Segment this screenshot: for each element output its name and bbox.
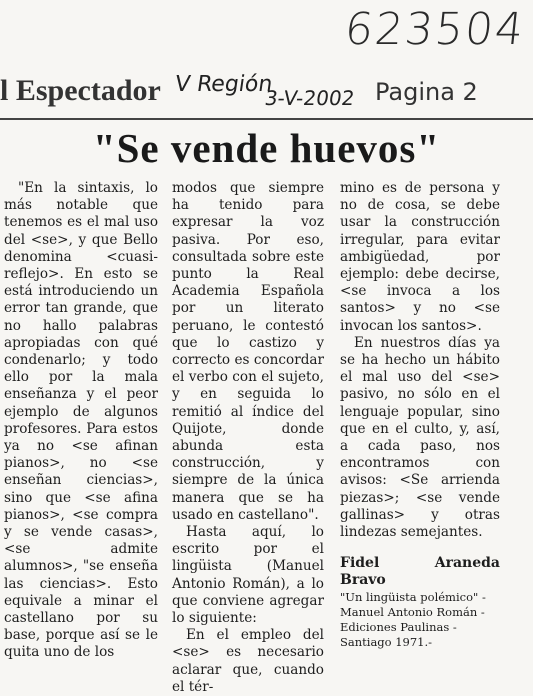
paragraph: En el empleo del <se> es necesario aclarar que, cuando el tér- (172, 627, 324, 695)
article-column-2 (172, 180, 324, 696)
paragraph: "En la sintaxis, lo más notable que tenemos es el mal uso del <se>, y que Bello denomina <cuasi-reflejo>. En esto se está introduciendo un error tan grande, que no hallo palabras apropiadas con qué condenarlo; y todo ello por la mala enseñanza y el peor ejemplo de algunos profesores. Para estos ya no <se afinan pianos>, no <se enseñan ciencias>, sino que <se afina pianos>, <se compra y se vende casas>, <se admite alumnos>, "se enseña las ciencias>. Esto equivale a minar el castellano por su base, porque así se le quita uno de los (4, 180, 158, 661)
paragraph: Hasta aquí, lo escrito por el lingüista (Manuel Antonio Román), a lo que conviene agregar lo siguiente: (172, 524, 324, 627)
article-body (0, 180, 533, 695)
handwritten-archive-number: 623504 (342, 4, 528, 55)
handwritten-source: V Región (173, 72, 275, 97)
newspaper-masthead: l Espectador (0, 74, 161, 107)
article-headline: "Se vende huevos" (92, 125, 441, 171)
page-number: Pagina 2 (375, 78, 478, 106)
handwritten-date: 3-V-2002 (263, 86, 357, 110)
article-column-1 (4, 180, 158, 662)
article-column-3 (340, 180, 500, 650)
paragraph: modos que siempre ha tenido para expresar la voz pasiva. Por eso, consultada sobre este punto la Real Academia Española por un literato peruano, le contestó que lo castizo y correcto es concordar el verbo con el sujeto, y en seguida lo remitió al índice del Quijote, donde abunda esta construcción, y siempre de la única manera que se ha usado en castellano". (172, 180, 324, 523)
paragraph: En nuestros días ya se ha hecho un hábito el mal uso del <se> pasivo, no sólo en el lenguaje popular, sino que en el culto, y, así, a cada paso, nos encontramos con avisos: <Se arrienda piezas>; <se vende gallinas> y otras lindezas semejantes. (340, 334, 500, 541)
paragraph: mino es de persona y no de cosa, se debe usar la construcción irregular, para evitar ambigüedad, por ejemplo: debe decirse, <se invoca a los santos> y no <se invocan los santos>. (340, 180, 500, 334)
reference-citation: "Un lingüista polémico" - Manuel Antonio Román - Ediciones Paulinas - Santiago 1971.- (340, 589, 486, 649)
header-rule (0, 118, 533, 120)
author-name: Fidel Araneda Bravo (340, 555, 500, 589)
